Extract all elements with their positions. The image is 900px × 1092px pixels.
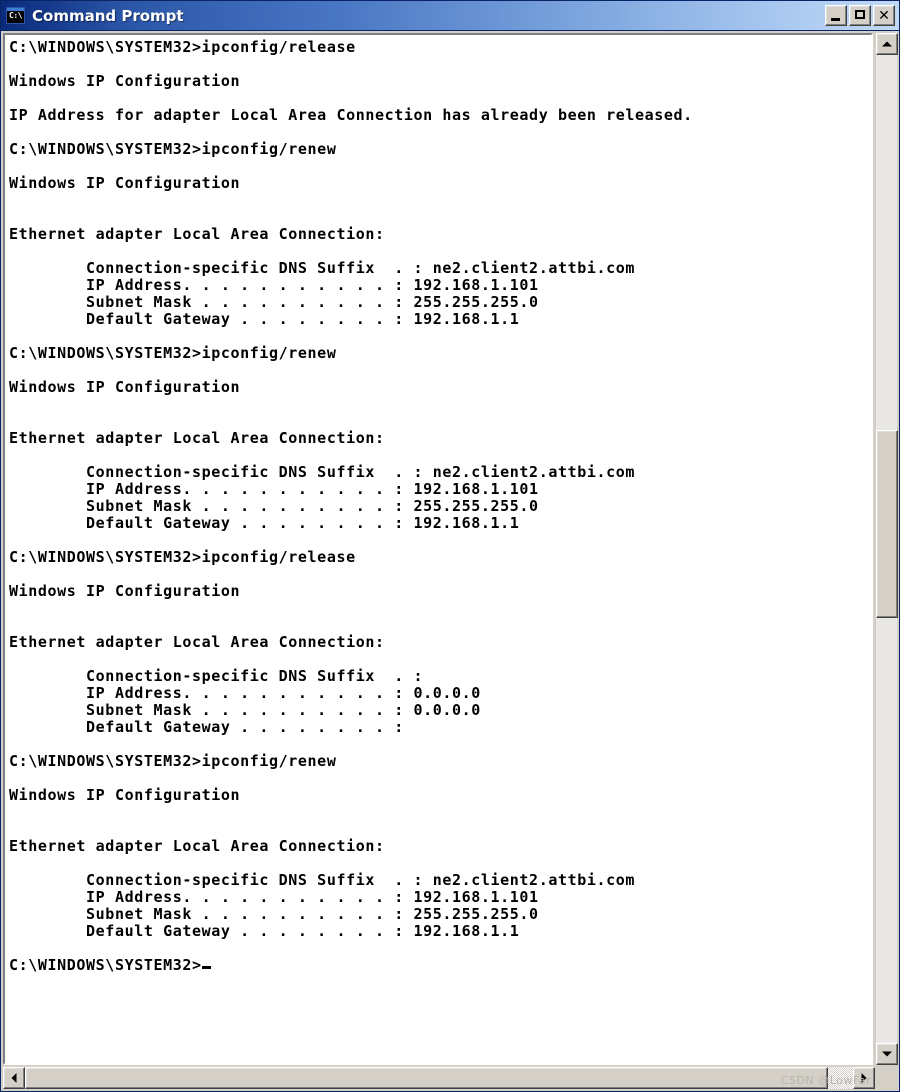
client-area: [1, 31, 899, 1091]
vertical-scroll-thumb[interactable]: [876, 430, 898, 618]
console-blank-line: [9, 328, 871, 345]
console-line: Connection-specific DNS Suffix . : ne2.client2.attbi.com: [9, 871, 635, 889]
horizontal-scroll-track[interactable]: [25, 1067, 853, 1089]
console-line: Default Gateway . . . . . . . . : 192.168.1.1: [9, 922, 520, 940]
scroll-up-button[interactable]: [876, 33, 898, 55]
console-frame: [3, 33, 873, 1065]
console-blank-line: [9, 413, 871, 430]
window-controls: [825, 5, 895, 26]
console-blank-line: [9, 821, 871, 838]
console-blank-line: [9, 447, 871, 464]
vertical-scrollbar[interactable]: [875, 33, 897, 1065]
close-icon: ✕: [878, 7, 890, 24]
console-line: IP Address. . . . . . . . . . . : 192.168.1.101: [9, 276, 539, 294]
console-line: Default Gateway . . . . . . . . : 192.168.1.1: [9, 310, 520, 328]
console-line: Subnet Mask . . . . . . . . . . : 255.255.255.0: [9, 293, 539, 311]
console-blank-line: [9, 940, 871, 957]
maximize-icon: [855, 10, 865, 19]
horizontal-scroll-thumb[interactable]: [25, 1067, 828, 1089]
vertical-scroll-track[interactable]: [876, 55, 897, 1043]
console-blank-line: [9, 736, 871, 753]
console-blank-line: [9, 56, 871, 73]
console-line: C:\WINDOWS\SYSTEM32>ipconfig/release: [9, 548, 356, 566]
watermark: CSDN @LowFar: [780, 1074, 871, 1087]
console-line: Subnet Mask . . . . . . . . . . : 255.255.255.0: [9, 497, 539, 515]
console-line: IP Address. . . . . . . . . . . : 192.168.1.101: [9, 888, 539, 906]
console-line: Subnet Mask . . . . . . . . . . : 255.255.255.0: [9, 905, 539, 923]
console-line: Windows IP Configuration: [9, 582, 241, 600]
window-title: Command Prompt: [32, 6, 184, 25]
console-blank-line: [9, 124, 871, 141]
console-line: Connection-specific DNS Suffix . :: [9, 667, 424, 685]
console-line: Connection-specific DNS Suffix . : ne2.client2.attbi.com: [9, 259, 635, 277]
console-line: Ethernet adapter Local Area Connection:: [9, 633, 385, 651]
console-blank-line: [9, 651, 871, 668]
console-blank-line: [9, 243, 871, 260]
console-blank-line: [9, 804, 871, 821]
chevron-up-icon: [882, 42, 892, 47]
console-line: C:\WINDOWS\SYSTEM32>ipconfig/renew: [9, 140, 337, 158]
console-blank-line: [9, 770, 871, 787]
chevron-right-icon: [862, 1073, 867, 1083]
command-prompt-icon[interactable]: [6, 7, 25, 24]
title-bar[interactable]: [1, 1, 899, 31]
console-line: C:\WINDOWS\SYSTEM32>ipconfig/renew: [9, 344, 337, 362]
console-blank-line: [9, 532, 871, 549]
icon-prompt-glyph: C:\: [9, 11, 22, 20]
console-line: Ethernet adapter Local Area Connection:: [9, 225, 385, 243]
console-blank-line: [9, 617, 871, 634]
console-line: Default Gateway . . . . . . . . : 192.168.1.1: [9, 514, 520, 532]
console-line: C:\WINDOWS\SYSTEM32>: [9, 957, 871, 974]
console-blank-line: [9, 192, 871, 209]
console-output[interactable]: [5, 35, 871, 1063]
console-line: Windows IP Configuration: [9, 72, 241, 90]
chevron-down-icon: [882, 1052, 892, 1057]
console-line: IP Address for adapter Local Area Connection has already been released.: [9, 106, 693, 124]
console-line: Ethernet adapter Local Area Connection:: [9, 429, 385, 447]
text-cursor: [202, 966, 211, 969]
console-blank-line: [9, 158, 871, 175]
console-line: C:\WINDOWS\SYSTEM32>ipconfig/renew: [9, 752, 337, 770]
console-blank-line: [9, 90, 871, 107]
console-blank-line: [9, 855, 871, 872]
console-blank-line: [9, 396, 871, 413]
scroll-right-button[interactable]: [853, 1067, 875, 1089]
maximize-button[interactable]: [849, 5, 871, 26]
chevron-left-icon: [12, 1073, 17, 1083]
console-line: Windows IP Configuration: [9, 378, 241, 396]
minimize-icon: [831, 18, 840, 21]
console-line: IP Address. . . . . . . . . . . : 0.0.0.0: [9, 684, 481, 702]
console-blank-line: [9, 600, 871, 617]
console-and-vscroll: [3, 33, 897, 1065]
console-line: Windows IP Configuration: [9, 174, 241, 192]
close-button[interactable]: [873, 5, 895, 26]
scroll-down-button[interactable]: [876, 1043, 898, 1065]
scrollbar-corner: [875, 1067, 897, 1089]
scroll-left-button[interactable]: [3, 1067, 25, 1089]
console-line: Windows IP Configuration: [9, 786, 241, 804]
console-line: Connection-specific DNS Suffix . : ne2.client2.attbi.com: [9, 463, 635, 481]
horizontal-scrollbar[interactable]: [3, 1067, 897, 1089]
console-blank-line: [9, 566, 871, 583]
console-line: Subnet Mask . . . . . . . . . . : 0.0.0.0: [9, 701, 481, 719]
console-line: Ethernet adapter Local Area Connection:: [9, 837, 385, 855]
console-blank-line: [9, 209, 871, 226]
console-line: IP Address. . . . . . . . . . . : 192.168.1.101: [9, 480, 539, 498]
console-blank-line: [9, 362, 871, 379]
console-line: C:\WINDOWS\SYSTEM32>ipconfig/release: [9, 38, 356, 56]
minimize-button[interactable]: [825, 5, 847, 26]
console-line: Default Gateway . . . . . . . . :: [9, 718, 404, 736]
